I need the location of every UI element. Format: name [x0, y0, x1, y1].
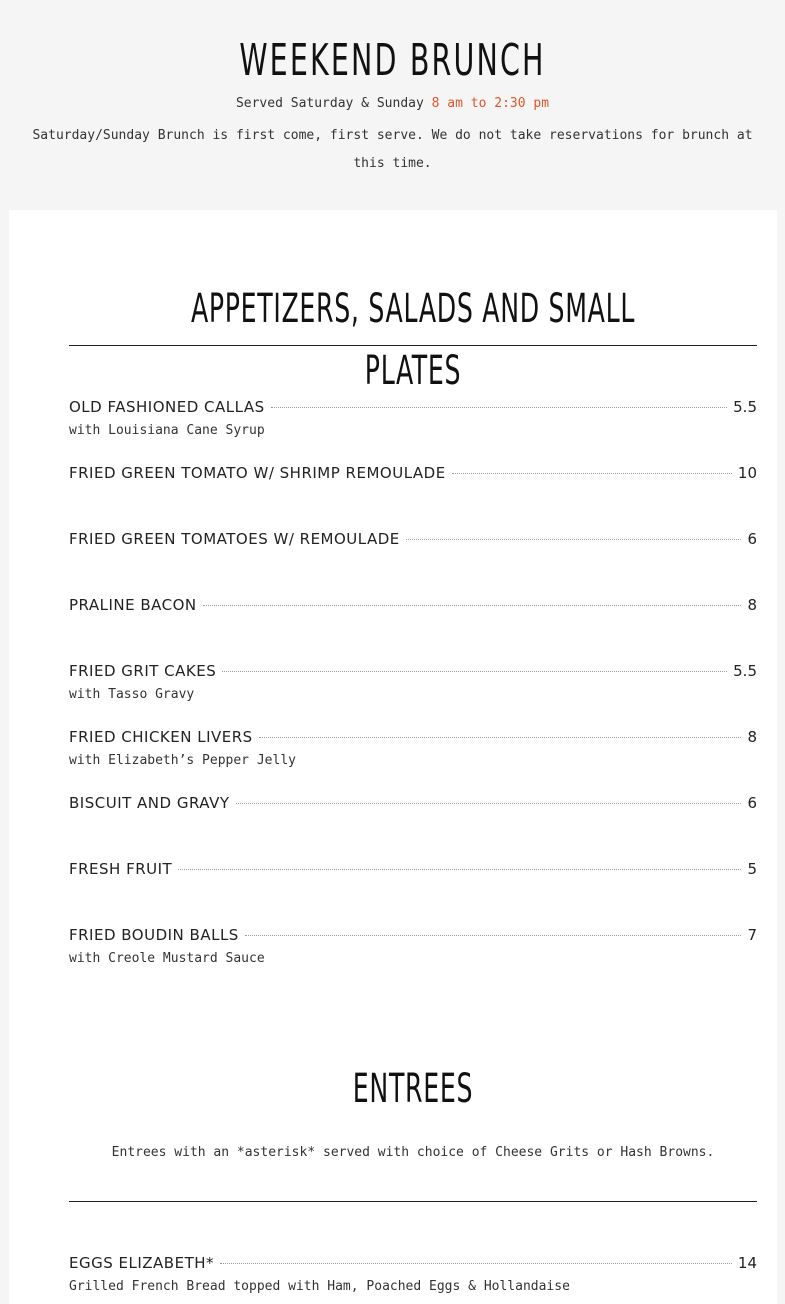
item-name: FRESH FRUIT — [69, 860, 173, 878]
section-title-appetizers: APPETIZERS, SALADS AND SMALL PLATES — [190, 286, 636, 394]
item-name: FRIED GREEN TOMATOES W/ REMOULADE — [69, 530, 400, 548]
served-hours: 8 am to 2:30 pm — [431, 96, 550, 111]
item-name: PRALINE BACON — [69, 596, 197, 614]
dot-leader — [203, 605, 742, 606]
item-name: BISCUIT AND GRAVY — [69, 794, 230, 812]
menu-card — [9, 210, 777, 1304]
item-price: 8 — [747, 596, 757, 614]
dot-leader — [271, 407, 728, 408]
item-price: 5.5 — [733, 662, 757, 680]
section-divider — [69, 345, 757, 346]
menu-item — [69, 794, 757, 816]
item-description: with Louisiana Cane Syrup — [69, 423, 265, 438]
page-title: WEEKEND BRUNCH — [239, 35, 546, 86]
menu-item — [69, 596, 757, 618]
section-title-entrees: ENTREES — [352, 1066, 474, 1112]
item-price: 5.5 — [733, 398, 757, 416]
item-name: FRIED GRIT CAKES — [69, 662, 217, 680]
menu-item — [69, 1254, 757, 1296]
item-name: FRIED GREEN TOMATO W/ SHRIMP REMOULADE — [69, 464, 446, 482]
dot-leader — [406, 539, 742, 540]
section-divider — [69, 1201, 757, 1202]
item-name: EGGS ELIZABETH* — [69, 1254, 215, 1272]
menu-item — [69, 926, 757, 968]
dot-leader — [222, 671, 727, 672]
dot-leader — [220, 1263, 732, 1264]
served-label: Served Saturday & Sunday — [235, 96, 424, 111]
menu-item — [69, 530, 757, 552]
item-description: with Tasso Gravy — [69, 687, 195, 702]
dot-leader — [259, 737, 742, 738]
item-price: 14 — [737, 1254, 757, 1272]
menu-item — [69, 398, 757, 440]
dot-leader — [236, 803, 742, 804]
reservation-notice: Saturday/Sunday Brunch is first come, first serve. We do not take reservations for brunch at this time. — [32, 128, 753, 171]
menu-item — [69, 728, 757, 770]
page-header — [0, 0, 785, 210]
item-price: 7 — [747, 926, 757, 944]
item-price: 8 — [747, 728, 757, 746]
item-price: 10 — [737, 464, 757, 482]
menu-item — [69, 662, 757, 704]
menu-item — [69, 464, 757, 486]
dot-leader — [452, 473, 732, 474]
dot-leader — [245, 935, 742, 936]
item-description: with Creole Mustard Sauce — [69, 951, 265, 966]
item-price: 5 — [747, 860, 757, 878]
item-name: FRIED BOUDIN BALLS — [69, 926, 239, 944]
item-price: 6 — [747, 794, 757, 812]
item-description: with Elizabeth’s Pepper Jelly — [69, 753, 296, 768]
dot-leader — [178, 869, 741, 870]
section-note: Entrees with an *asterisk* served with choice of Cheese Grits or Hash Browns. — [111, 1145, 715, 1160]
item-name: FRIED CHICKEN LIVERS — [69, 728, 253, 746]
menu-item — [69, 860, 757, 882]
item-description: Grilled French Bread topped with Ham, Poached Eggs & Hollandaise — [69, 1279, 570, 1294]
item-name: OLD FASHIONED CALLAS — [69, 398, 265, 416]
served-line — [0, 95, 785, 113]
item-price: 6 — [747, 530, 757, 548]
